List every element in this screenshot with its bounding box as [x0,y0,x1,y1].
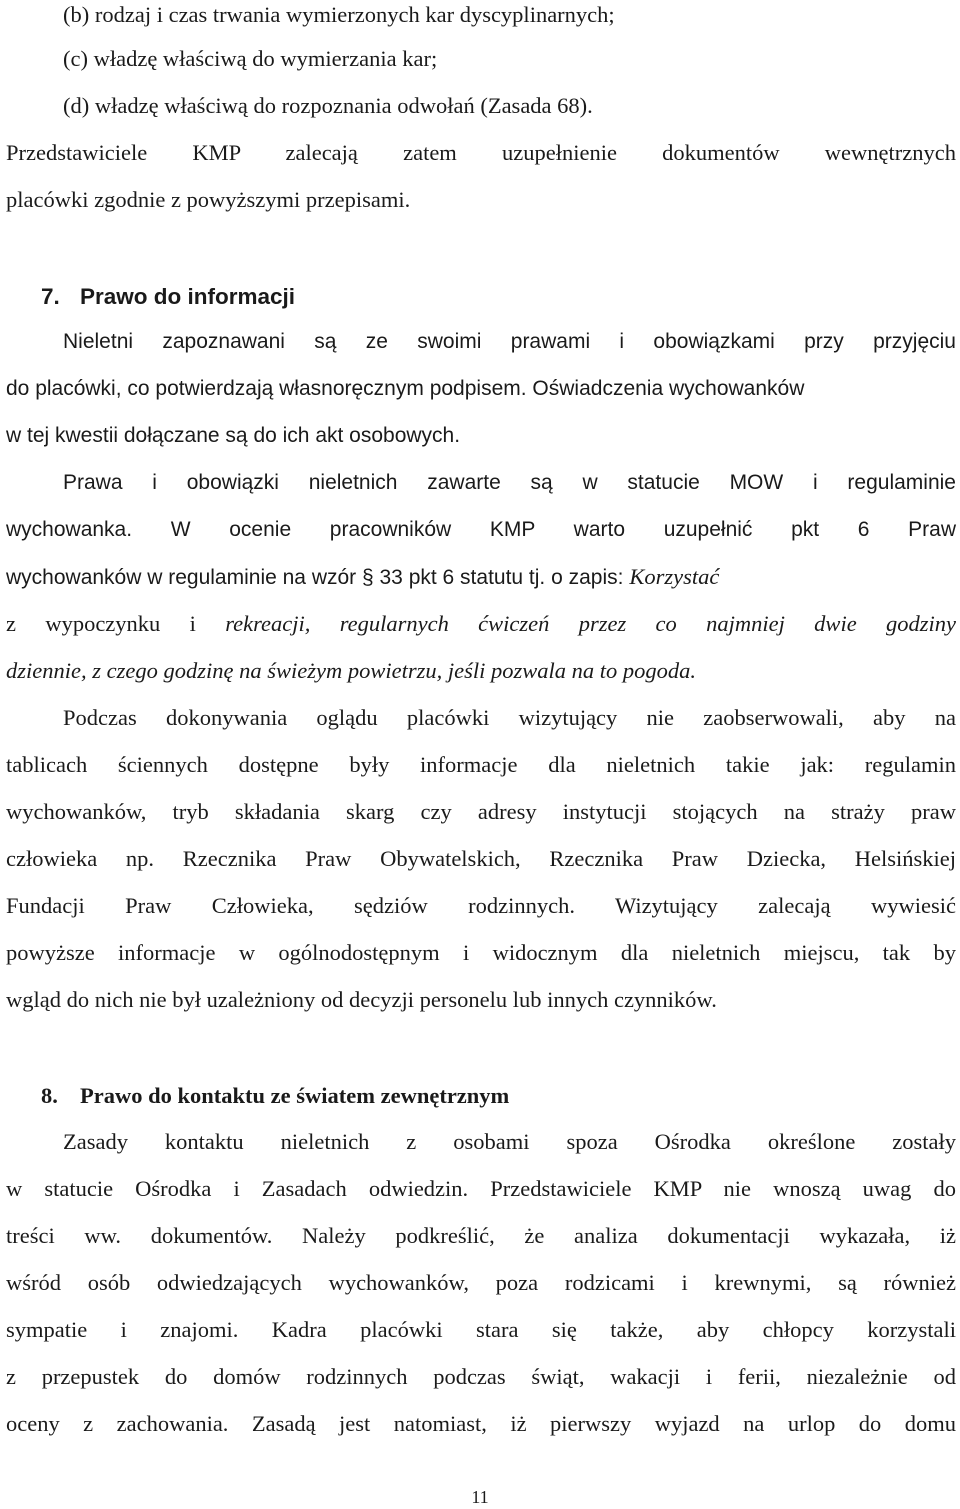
list-item-b: (b) rodzaj i czas trwania wymierzonych kar dyscyplinarnych; [63,2,615,27]
paragraph-line: powyższe informacje w ogólnodostępnym i widocznym dla nieletnich miejscu, tak by [6,940,956,965]
paragraph-line: z przepustek do domów rodzinnych podczas świąt, wakacji i ferii, niezależnie od [6,1364,956,1389]
section-number: 8. [41,1083,58,1108]
quote-text: rekreacji, regularnych ćwiczeń przez co najmniej dwie godziny [225,611,956,636]
paragraph-line: Nieletni zapoznawani są ze swoimi prawami i obowiązkami przy przyjęciu [63,330,956,353]
section-number: 7. [41,284,60,309]
paragraph-line: tablicach ściennych dostępne były informacje dla nieletnich takie jak: regulamin [6,752,956,777]
section-title: Prawo do kontaktu ze światem zewnętrznym [80,1083,510,1108]
section-8-heading [0,1081,960,1111]
list-item-d: (d) władzę właściwą do rozpoznania odwołań (Zasada 68). [63,93,593,118]
paragraph-line: placówki zgodnie z powyższymi przepisami. [6,187,411,212]
paragraph-text: wychowanków w regulaminie na wzór § 33 pkt 6 statutu tj. o zapis: [6,566,624,589]
paragraph-line: człowieka np. Rzecznika Praw Obywatelskich, Rzecznika Praw Dziecka, Helsińskiej [6,846,956,871]
paragraph-line: wśród osób odwiedzających wychowanków, poza rodzicami i krewnymi, są również [6,1270,956,1295]
section-7-heading [0,282,960,312]
page-number: 11 [471,1487,489,1507]
section-title: Prawo do informacji [80,284,296,309]
paragraph-line: Prawa i obowiązki nieletnich zawarte są w statucie MOW i regulaminie [63,471,956,494]
quote-line [6,609,956,639]
paragraph-line: w tej kwestii dołączane są do ich akt osobowych. [6,424,461,447]
quote-line [6,656,956,686]
paragraph-line: oceny z zachowania. Zasadą jest natomiast, iż pierwszy wyjazd na urlop do domu [6,1411,956,1436]
paragraph-line: sympatie i znajomi. Kadra placówki stara się także, aby chłopcy korzystali [6,1317,956,1342]
quote-text: dziennie, z czego godzinę na świeżym powietrzu, jeśli pozwala na to pogoda. [6,658,696,683]
paragraph-line: Podczas dokonywania oglądu placówki wizytujący nie zaobserwowali, aby na [63,705,956,730]
list-item-c: (c) władzę właściwą do wymierzania kar; [63,46,438,71]
paragraph-line: do placówki, co potwierdzają własnoręcznym podpisem. Oświadczenia wychowanków [6,377,805,400]
paragraph-line: wgląd do nich nie był uzależniony od decyzji personelu lub innych czynników. [6,987,717,1012]
paragraph-line: w statucie Ośrodka i Zasadach odwiedzin. Przedstawiciele KMP nie wnoszą uwag do [6,1176,956,1201]
paragraph-line: Zasady kontaktu nieletnich z osobami spoza Ośrodka określone zostały [63,1129,956,1154]
paragraph-line: Przedstawiciele KMP zalecają zatem uzupełnienie dokumentów wewnętrznych [6,140,956,165]
paragraph-line: Fundacji Praw Człowieka, sędziów rodzinnych. Wizytujący zalecają wywiesić [6,893,956,918]
paragraph-line: treści ww. dokumentów. Należy podkreślić, że analiza dokumentacji wykazała, iż [6,1223,956,1248]
paragraph-line [6,562,956,593]
paragraph-line: wychowanka. W ocenie pracowników KMP warto uzupełnić pkt 6 Praw [6,518,956,541]
paragraph-text: z wypoczynku i [6,611,196,636]
paragraph-line: wychowanków, tryb składania skarg czy adresy instytucji stojących na straży praw [6,799,956,824]
quote-text: Korzystać [629,564,720,589]
